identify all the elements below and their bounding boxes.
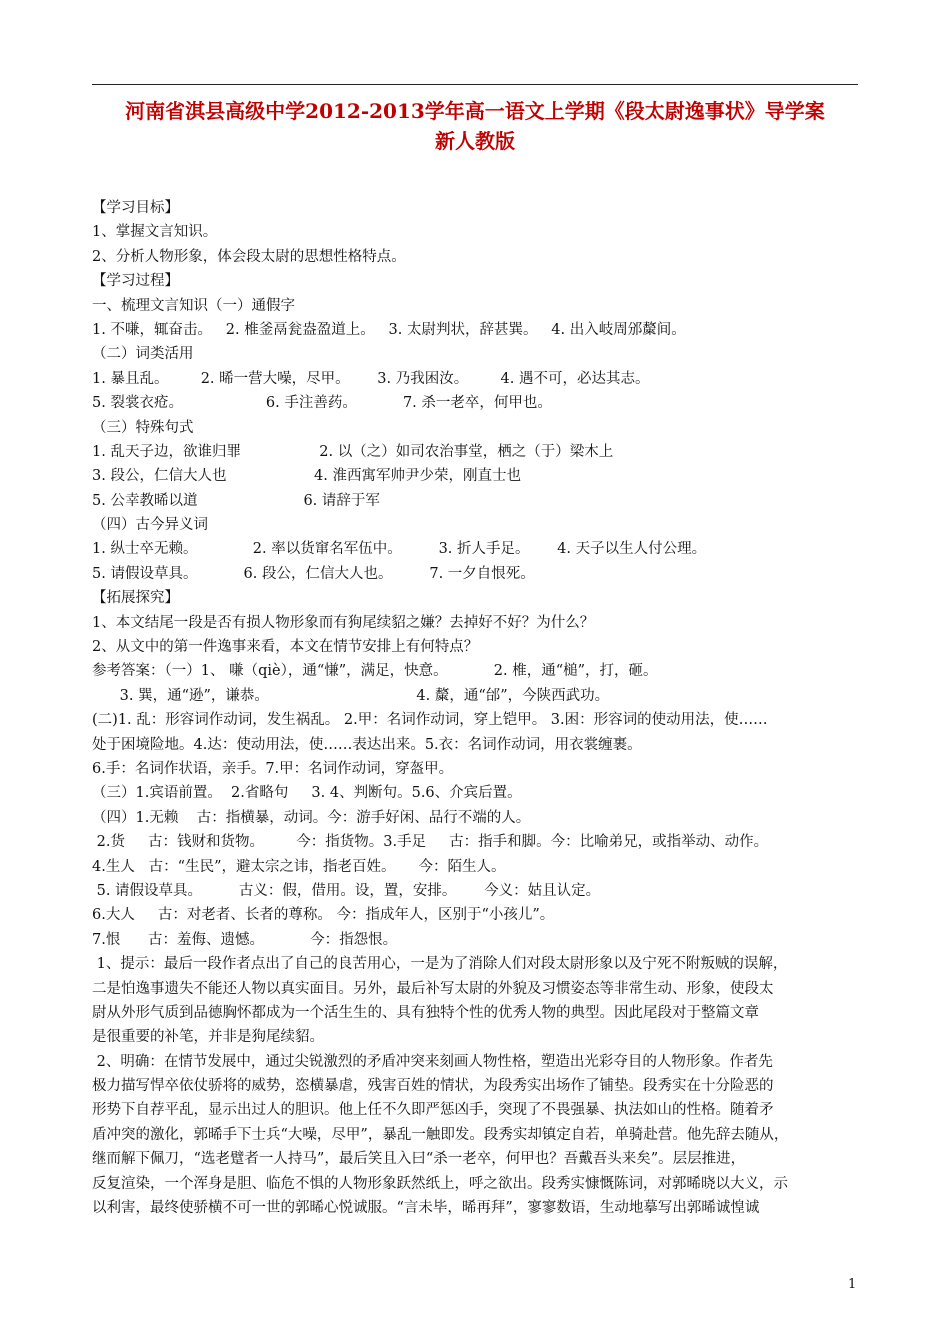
document-body: [92, 196, 862, 1245]
text-line: 二是怕逸事遗失不能还人物以真实面目。另外，最后补写太尉的外貌及习惯姿态等非常生动、形象，使段太: [92, 980, 774, 997]
text-line: 3. 段公，仁信大人也 4. 淮西寓军帅尹少荣，刚直士也: [92, 468, 521, 485]
text-line: 1、提示：最后一段作者点出了自己的良苦用心，一是为了消除人们对段太尉形象以及宁死不附叛贼的误解，: [92, 956, 788, 973]
text-line: （四）古今异义词: [92, 517, 208, 534]
text-line: 5. 公幸教晞以道 6. 请辞于军: [92, 492, 380, 509]
text-line: 【学习目标】: [92, 200, 179, 216]
text-line: 2、分析人物形象，体会段太尉的思想性格特点。: [92, 248, 406, 265]
text-line: 【学习过程】: [92, 273, 179, 290]
text-line: 形势下自荐平乱，显示出过人的胆识。他上任不久即严惩凶手，突现了不畏强暴、执法如山的性格。随着矛: [92, 1102, 774, 1119]
text-line: 2、明确：在情节发展中，通过尖锐激烈的矛盾冲突来刻画人物性格，塑造出光彩夺目的人物形象。作者先: [92, 1053, 773, 1070]
text-line: 1. 纵士卒无赖。 2. 率以货窜名军伍中。 3. 折人手足。 4. 天子以生人付公理。: [92, 541, 707, 558]
text-line: 反复渲染，一个浑身是胆、临危不惧的人物形象跃然纸上，呼之欲出。段秀实慷慨陈词，对郭晞晓以大义，示: [92, 1175, 788, 1192]
text-line: 尉从外形气质到品德胸怀都成为一个活生生的、具有独特个性的优秀人物的典型。因此尾段对于整篇文章: [92, 1004, 759, 1021]
text-line: 处于困境险地。4.达：使动用法，使……表达出来。5.衣：名词作动词，用衣裳缠裹。: [92, 736, 642, 753]
page-number: 1: [848, 1277, 857, 1292]
text-line: 1. 暴且乱。 2. 晞一营大噪，尽甲。 3. 乃我困汝。 4. 遇不可，必达其志。: [92, 370, 650, 387]
text-line: 以利害，最终使骄横不可一世的郭晞心悦诚服。“言未毕，晞再拜”，寥寥数语，生动地摹写出郭晞诚惶诚: [92, 1200, 760, 1217]
text-line: 1. 乱天子边，欲谁归罪 2. 以（之）如司农治事堂，栖之（于）梁木上: [92, 443, 614, 460]
text-line: (二)1. 乱：形容词作动词，发生祸乱。 2.甲：名词作动词，穿上铠甲。 3.困：形容词的使动用法，使……: [92, 712, 768, 729]
text-line: （四）1.无赖 古：指横暴，动词。今：游手好闲、品行不端的人。: [92, 809, 531, 826]
text-line: （三）1.宾语前置。 2.省略句 3. 4、判断句。5.6、介宾后置。: [92, 785, 522, 802]
text-line: 6.手：名词作状语，亲手。7.甲：名词作动词，穿盔甲。: [92, 760, 454, 777]
text-line: 参考答案：（一）1、 嗛（qiè），通“慊”，满足，快意。 2. 椎，通“槌”，打，砸。: [92, 663, 658, 680]
document-subtitle: 新人教版: [435, 129, 515, 153]
text-line: 2、从文中的第一件逸事来看，本文在情节安排上有何特点？: [92, 639, 479, 656]
text-line: 1、掌握文言知识。: [92, 224, 218, 241]
text-line: 2.货 古：钱财和货物。 今：指货物。3.手足 古：指手和脚。今：比喻弟兄，或指举动、动作。: [92, 834, 769, 851]
text-line: （二）词类活用: [92, 346, 194, 363]
text-line: 【拓展探究】: [92, 590, 179, 607]
document-title: 河南省淇县高级中学2012-2013学年高一语文上学期《段太尉逸事状》导学案: [125, 99, 825, 123]
text-line: [92, 1220, 862, 1244]
text-line: （三）特殊句式: [92, 419, 194, 436]
text-line: 5. 请假设草具。 6. 段公，仁信大人也。 7. 一夕自恨死。: [92, 565, 535, 582]
text-line: 盾冲突的激化，郭晞手下士兵“大噪，尽甲”，暴乱一触即发。段秀实却镇定自若，单骑赴营。他先辞去随从，: [92, 1126, 789, 1143]
text-line: 1、本文结尾一段是否有损人物形象而有狗尾续貂之嫌？去掉好不好？为什么？: [92, 614, 595, 631]
text-line: 6.大人 古：对老者、长者的尊称。 今：指成年人，区别于“小孩儿”。: [92, 907, 555, 924]
text-line: 4.生人 古：“生民”，避太宗之讳，指老百姓。 今：陌生人。: [92, 858, 506, 875]
text-line: 一、梳理文言知识（一）通假字: [92, 297, 295, 314]
text-line: 7.恨 古：羞侮、遗憾。 今：指怨恨。: [92, 931, 398, 948]
header-rule: [92, 84, 858, 85]
text-line: 继而解下佩刀，“选老躄者一人持马”，最后笑且入曰“杀一老卒，何甲也？吾戴吾头来矣”。层层推进，: [92, 1151, 746, 1168]
text-line: 极力描写悍卒依仗骄将的威势，恣横暴虐，残害百姓的情状，为段秀实出场作了铺垫。段秀实在十分险恶的: [92, 1078, 774, 1095]
text-line: 5. 请假设草具。 古义：假，借用。设，置，安排。 今义：姑且认定。: [92, 882, 601, 899]
text-line: 1. 不嗛，辄奋击。 2. 椎釜鬲瓮盎盈道上。 3. 太尉判状，辞甚巽。 4. 出入岐周邠斄间。: [92, 321, 686, 338]
text-line: 5. 裂裳衣疮。 6. 手注善药。 7. 杀一老卒，何甲也。: [92, 395, 552, 412]
text-line: 3. 巽，通“逊”，谦恭。 4. 斄，通“邰”，今陕西武功。: [92, 687, 610, 704]
text-line: 是很重要的补笔，并非是狗尾续貂。: [92, 1029, 324, 1046]
